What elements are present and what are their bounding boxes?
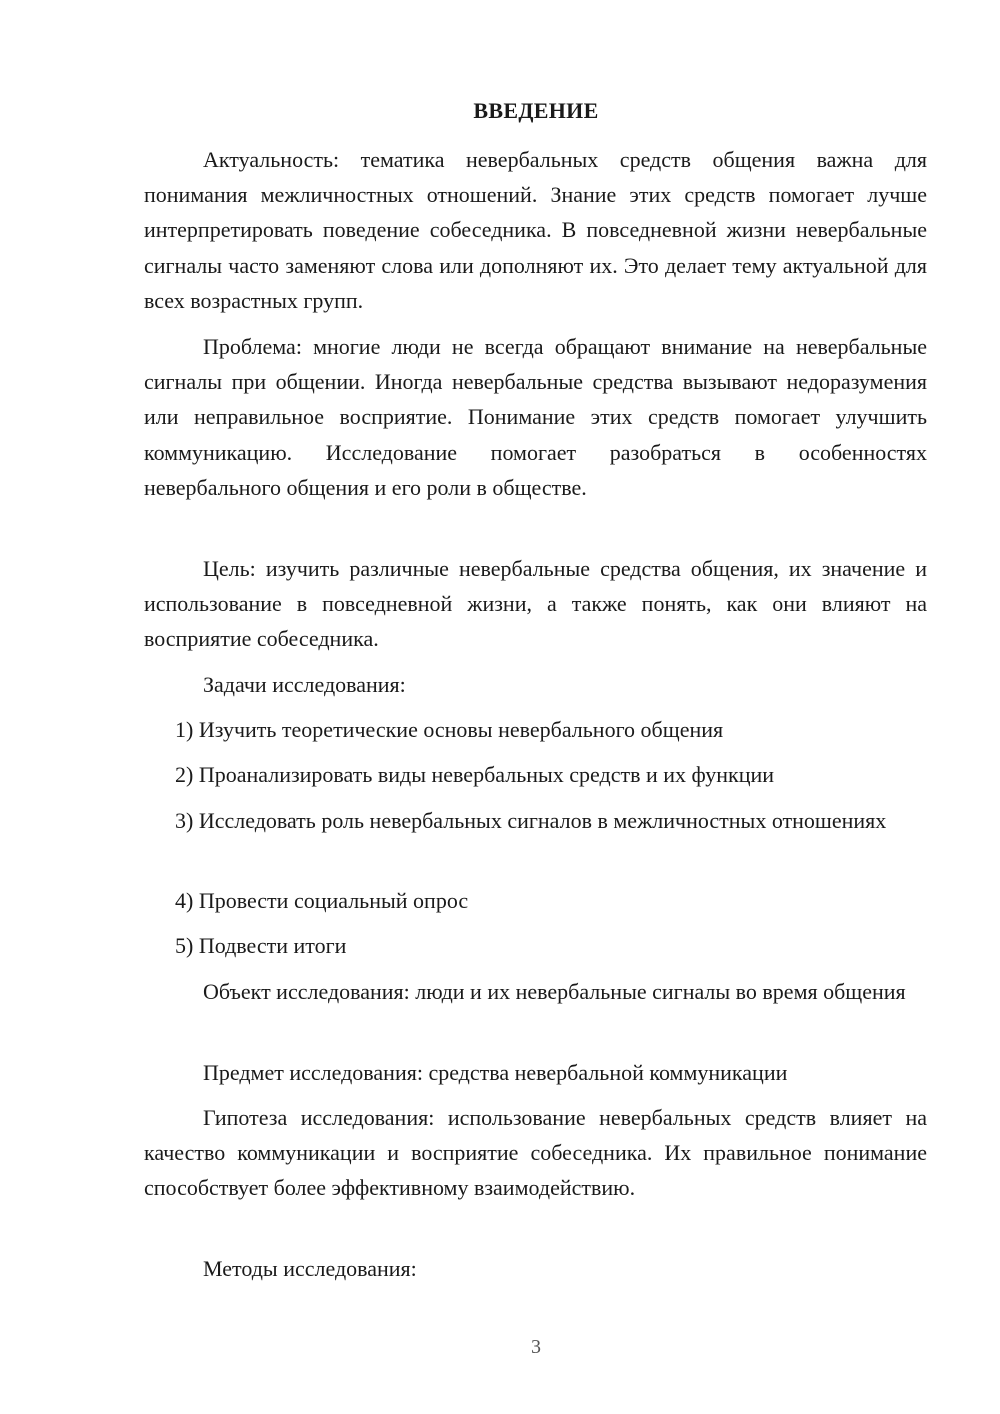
tasks-heading: Задачи исследования: <box>203 672 406 697</box>
page-number: 3 <box>531 1336 541 1358</box>
task-item-3: 3) Исследовать роль невербальных сигналов в межличностных отношениях <box>175 808 887 833</box>
task-item-2: 2) Проанализировать виды невербальных средств и их функции <box>175 762 775 787</box>
task-item-5: 5) Подвести итоги <box>175 933 347 958</box>
relevance-paragraph: Актуальность: тематика невербальных средств общения важна для понимания межличностных отношений. Знание этих средств помогает лучше интерпретировать поведение собеседника. В повседневной жизни невербальные сигналы часто заменяют слова или дополняют их. Это делает тему актуальной для всех возрастных групп. <box>144 147 927 313</box>
methods-heading: Методы исследования: <box>203 1256 417 1281</box>
subject-paragraph: Предмет исследования: средства невербальной коммуникации <box>203 1060 788 1085</box>
task-item-1: 1) Изучить теоретические основы невербального общения <box>175 717 724 742</box>
problem-paragraph: Проблема: многие люди не всегда обращают внимание на невербальные сигналы при общении. Иногда невербальные средства вызывают недоразумения или неправильное восприятие. Понимание этих средств помогает улучшить коммуникацию. Исследование помогает разобраться в особенностях невербального общения и его роли в обществе. <box>144 334 927 500</box>
goal-paragraph: Цель: изучить различные невербальные средства общения, их значение и использование в повседневной жизни, а также понять, как они влияют на восприятие собеседника. <box>144 556 927 652</box>
task-item-4: 4) Провести социальный опрос <box>175 888 469 913</box>
section-title: ВВЕДЕНИЕ <box>473 98 599 123</box>
hypothesis-paragraph: Гипотеза исследования: использование невербальных средств влияет на качество коммуникации и восприятие собеседника. Их правильное понимание способствует более эффективному взаимодействию. <box>144 1105 927 1201</box>
object-paragraph: Объект исследования: люди и их невербальные сигналы во время общения <box>203 979 906 1004</box>
